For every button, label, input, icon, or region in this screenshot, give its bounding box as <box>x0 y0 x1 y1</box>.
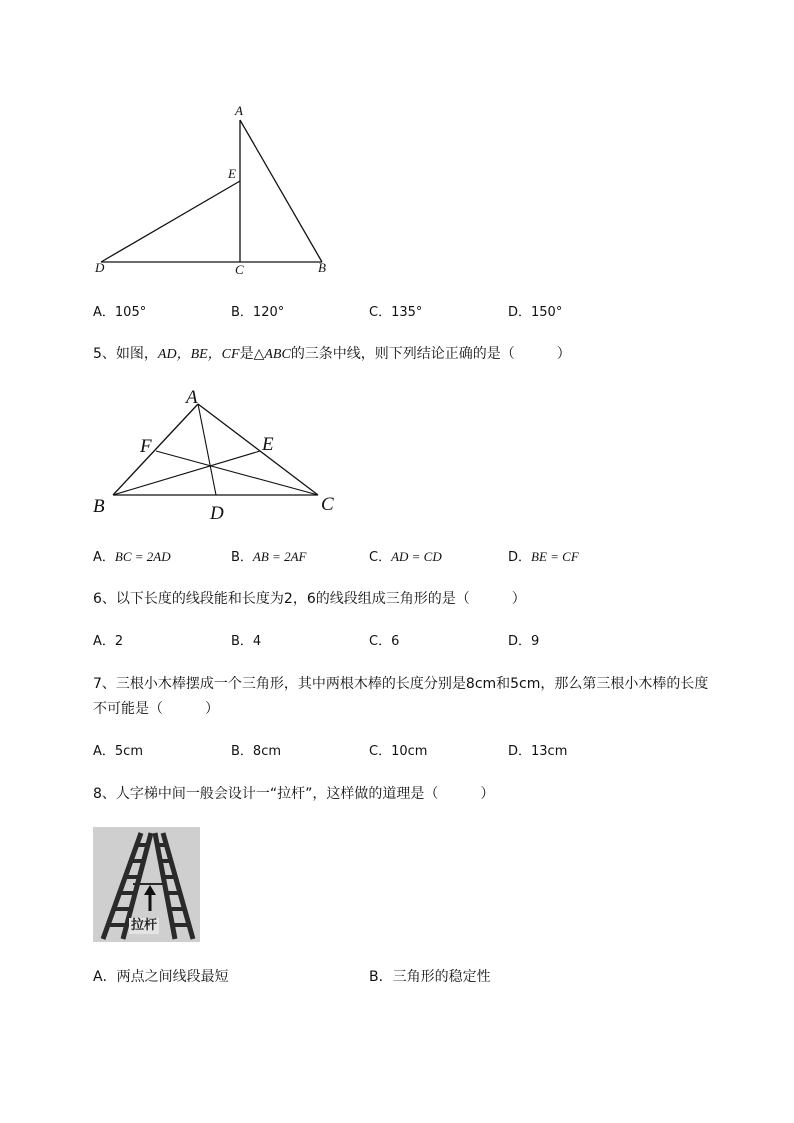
q5-suffix: 的三条中线，则下列结论正确的是（ ） <box>290 346 571 362</box>
option-text: BE = CF <box>531 549 579 564</box>
q7-question-line2: 不可能是（ ） <box>93 701 219 717</box>
option-letter: A． <box>93 969 117 985</box>
q7-option-d[interactable] <box>508 743 567 761</box>
option-text: 13cm <box>531 744 568 759</box>
option-text: AD = CD <box>391 549 442 564</box>
option-letter: B． <box>231 305 253 320</box>
label-f: F <box>140 436 152 457</box>
label-a: A <box>186 387 198 408</box>
option-text: 6 <box>391 634 400 649</box>
q6-option-d[interactable] <box>508 633 539 651</box>
label-e: E <box>262 434 274 455</box>
option-text: 2 <box>114 634 124 649</box>
option-text: 10cm <box>391 744 428 759</box>
option-text: 三角形的稳定性 <box>392 969 491 985</box>
label-c: C <box>235 262 244 277</box>
q6-option-a[interactable] <box>93 633 123 651</box>
option-text: 两点之间线段最短 <box>116 969 229 985</box>
q7-option-c[interactable] <box>369 743 427 761</box>
ladder-photo <box>93 827 200 942</box>
option-letter: D． <box>508 550 532 565</box>
option-text: 120° <box>252 305 285 320</box>
option-text: AB = 2AF <box>252 549 307 564</box>
q7-question-line1: 7、三根小木棒摆成一个三角形，其中两根木棒的长度分别是8cm和5cm，那么第三根小木棒的长度 <box>93 676 709 692</box>
label-b: B <box>318 260 326 275</box>
q7-option-b[interactable] <box>231 743 281 761</box>
label-b: B <box>93 496 105 517</box>
label-a: A <box>235 103 243 118</box>
option-letter: D． <box>508 634 532 649</box>
q8-option-b[interactable] <box>369 968 491 986</box>
option-letter: C． <box>369 634 392 649</box>
q5-option-d[interactable] <box>508 548 579 567</box>
option-letter: C． <box>369 550 392 565</box>
option-text: 8cm <box>252 744 282 759</box>
option-text: BC = 2AD <box>114 549 171 564</box>
q8-question: 8、人字梯中间一般会设计一“拉杆”，这样做的道理是（ ） <box>93 786 495 802</box>
label-c: C <box>321 494 334 515</box>
q7-option-a[interactable] <box>93 743 143 761</box>
option-letter: C． <box>369 305 392 320</box>
side-ab <box>113 404 198 495</box>
option-letter: B． <box>231 744 253 759</box>
side-ac <box>198 404 318 495</box>
q5-triangle: ABC <box>264 347 291 362</box>
q6-question: 6、以下长度的线段能和长度为2，6的线段组成三角形的是（ ） <box>93 591 526 607</box>
option-letter: A． <box>93 744 115 759</box>
option-text: 5cm <box>114 744 143 759</box>
q6-option-b[interactable] <box>231 633 261 651</box>
option-letter: D． <box>508 744 532 759</box>
option-letter: B． <box>231 550 253 565</box>
q5-option-a[interactable] <box>93 548 171 567</box>
option-letter: A． <box>93 550 115 565</box>
q6-option-c[interactable] <box>369 633 399 651</box>
option-text: 4 <box>252 634 262 649</box>
label-d: D <box>210 503 224 524</box>
q5-segments: AD，BE，CF <box>157 347 240 362</box>
label-d: D <box>95 260 105 275</box>
ladder-caption: 拉杆 <box>131 918 158 933</box>
option-text: 135° <box>391 305 423 320</box>
option-text: 150° <box>531 305 563 320</box>
option-letter: A． <box>93 305 115 320</box>
option-text: 9 <box>531 634 540 649</box>
q5-mid: 是△ <box>239 346 265 362</box>
option-letter: B． <box>231 634 253 649</box>
q5-option-b[interactable] <box>231 548 306 567</box>
label-e: E <box>228 166 236 181</box>
option-text: 105° <box>114 305 147 320</box>
option-letter: C． <box>369 744 392 759</box>
option-letter: A． <box>93 634 115 649</box>
option-letter: B． <box>369 969 393 985</box>
median-ad <box>198 404 216 495</box>
q5-option-c[interactable] <box>369 548 442 567</box>
option-letter: D． <box>508 305 532 320</box>
q8-option-a[interactable] <box>93 968 229 986</box>
q5-prefix: 5、如图， <box>93 346 158 362</box>
